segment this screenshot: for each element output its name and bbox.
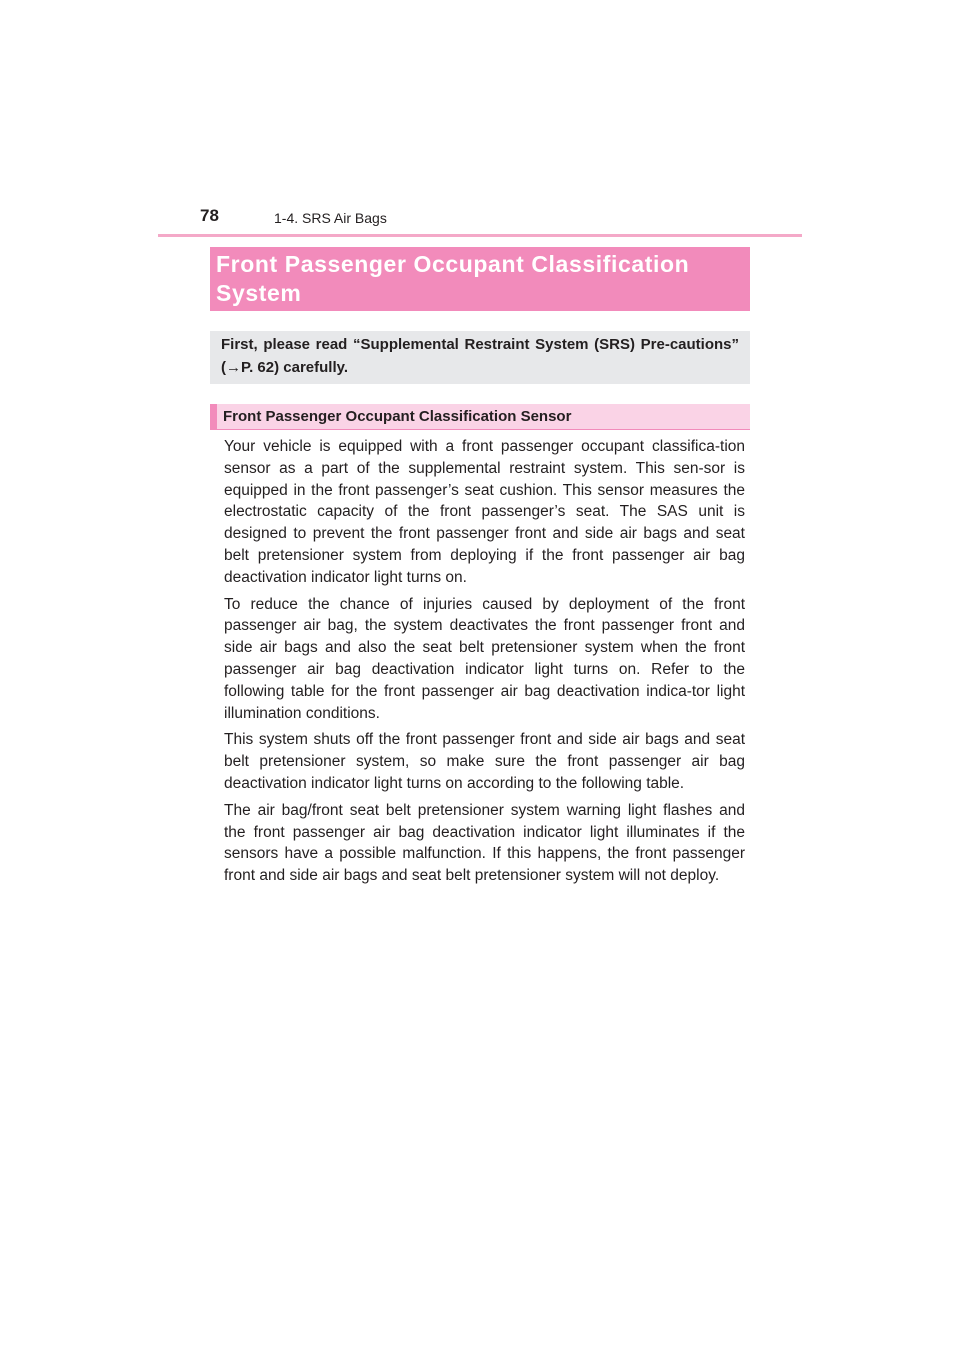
paragraph: Your vehicle is equipped with a front passenger occupant classifica-tion sensor as a part of the supplemental restraint system. This sen-sor is equipped in the front passenger’s seat cushion. This sensor measures the electrostatic capacity of the front passenger’s seat. The SAS unit is designed to prevent the front passenger front and side air bags and seat belt pretensioner system from deploying if the front passenger air bag deactivation indicator light turns on.	[224, 438, 745, 586]
subheading-text: Front Passenger Occupant Classification Sensor	[223, 408, 572, 425]
paragraph: To reduce the chance of injuries caused by deployment of the front passenger air bag, the system deactivates the front passenger front and side air bags and also the seat belt pretensioner system when the front passenger air bag deactivation indicator light turns on. Refer to the following table for the front passenger air bag deactivation indica-tor light illumination conditions.	[224, 595, 745, 722]
note-text	[221, 333, 739, 379]
note-page-ref[interactable]: P. 62) carefully.	[241, 359, 349, 376]
note-prefix: First, please read “Supplemental Restraint System (SRS) Pre-cautions” (	[221, 336, 739, 376]
body-text	[224, 436, 745, 892]
section-label: 1-4. SRS Air Bags	[274, 210, 387, 226]
page-title: Front Passenger Occupant Classification System	[216, 251, 690, 306]
precaution-note	[210, 331, 750, 384]
page-header	[158, 200, 802, 237]
page-number: 78	[200, 206, 219, 225]
section-subheading	[210, 404, 750, 430]
paragraph: This system shuts off the front passenger front and side air bags and seat belt pretensioner system, so make sure the front passenger air bag deactivation indicator light turns on according to the following table.	[224, 731, 745, 792]
arrow-icon: →	[226, 359, 241, 376]
title-banner	[210, 247, 750, 311]
paragraph: The air bag/front seat belt pretensioner system warning light flashes and the front passenger air bag deactivation indicator light illuminates if the sensors have a possible malfunction. If this happens, the front passenger front and side air bags and seat belt pretensioner system will not deploy.	[224, 801, 745, 885]
